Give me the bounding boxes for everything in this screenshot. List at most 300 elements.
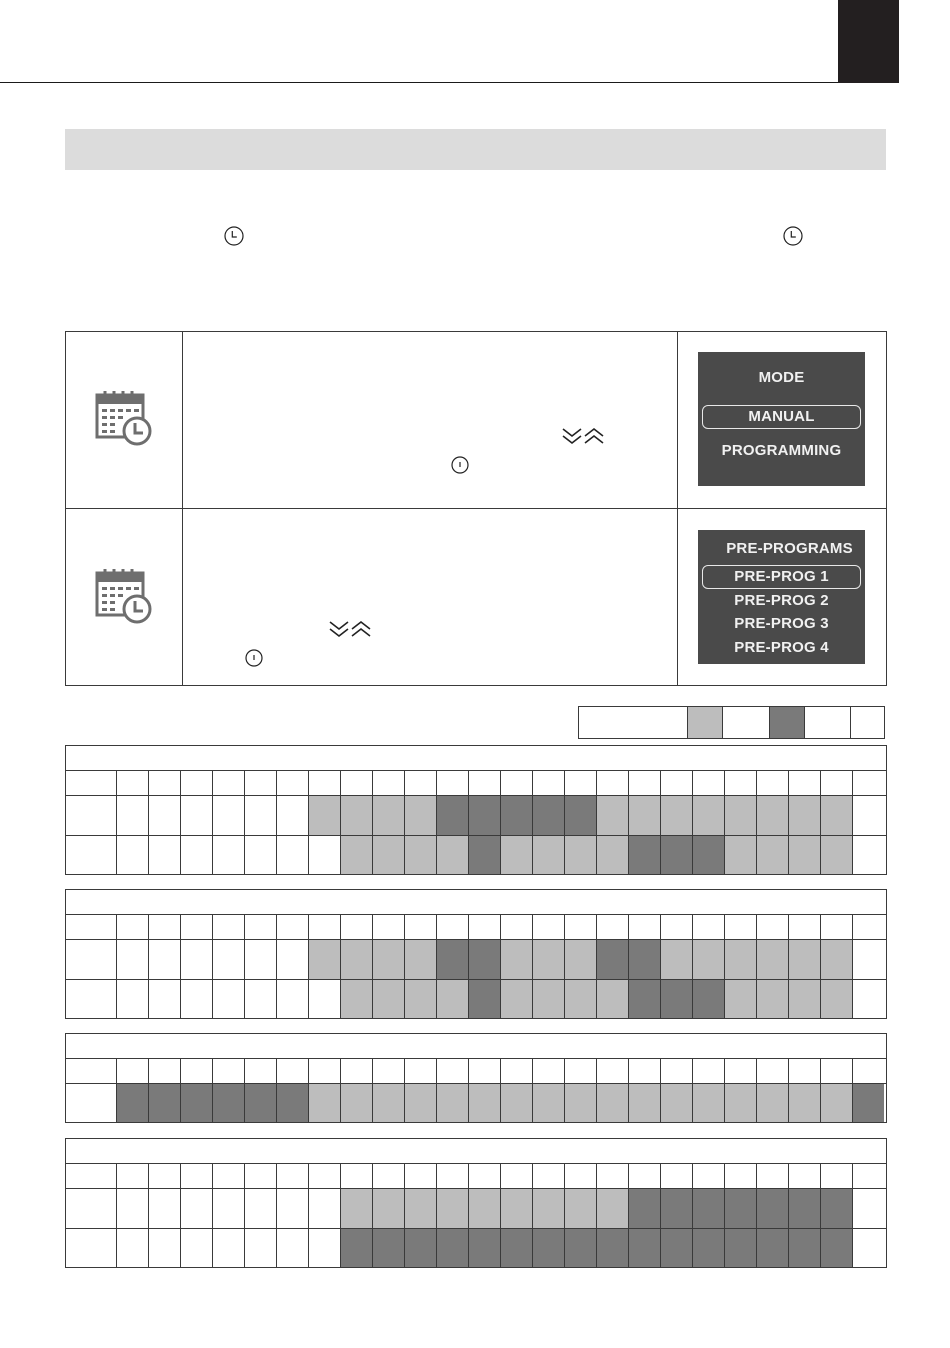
schedule-cell-light bbox=[725, 940, 757, 979]
schedule-cell-empty bbox=[117, 1189, 149, 1228]
hour-header-cell bbox=[437, 771, 469, 795]
schedule-cell-light bbox=[597, 1189, 629, 1228]
schedule-cell-light bbox=[597, 796, 629, 835]
hour-header-cell bbox=[149, 1059, 181, 1083]
schedule-cell-light bbox=[693, 796, 725, 835]
hour-header-cell bbox=[405, 771, 437, 795]
hour-header-cell bbox=[757, 1059, 789, 1083]
schedule-row bbox=[66, 836, 886, 874]
hour-header-cell bbox=[437, 915, 469, 939]
hour-header-cell bbox=[693, 771, 725, 795]
hour-header-cell bbox=[469, 771, 501, 795]
hour-header-cell bbox=[341, 1059, 373, 1083]
hour-header-cell bbox=[373, 771, 405, 795]
hour-header-cell bbox=[149, 915, 181, 939]
schedule-cell-dark bbox=[597, 940, 629, 979]
hour-header-cell bbox=[693, 1059, 725, 1083]
schedule-cell-dark bbox=[501, 1229, 533, 1267]
hour-header-cell bbox=[629, 1059, 661, 1083]
step-text-cell bbox=[183, 509, 678, 686]
schedule-cell-empty bbox=[117, 796, 149, 835]
schedule-grid bbox=[65, 889, 887, 1019]
hour-header-cell bbox=[213, 771, 245, 795]
schedule-cell-light bbox=[597, 1084, 629, 1122]
schedule-cell-light bbox=[789, 836, 821, 874]
hour-header-cell bbox=[277, 771, 309, 795]
schedule-cell-dark bbox=[373, 1229, 405, 1267]
hour-header-cell bbox=[789, 771, 821, 795]
row-label-cell bbox=[66, 1189, 117, 1228]
schedule-cell-light bbox=[373, 940, 405, 979]
schedule-cell-light bbox=[725, 980, 757, 1018]
lcd-mode-option-programming: PROGRAMMING bbox=[721, 442, 842, 459]
schedule-cell-dark bbox=[629, 1189, 661, 1228]
schedule-cell-light bbox=[405, 836, 437, 874]
schedule-cell-dark bbox=[533, 1229, 565, 1267]
schedule-cell-dark bbox=[597, 1229, 629, 1267]
hour-header-cell bbox=[565, 1059, 597, 1083]
steps-table bbox=[65, 331, 887, 686]
schedule-cell-light bbox=[533, 940, 565, 979]
schedule-row bbox=[66, 940, 886, 980]
schedule-cell-light bbox=[501, 940, 533, 979]
schedule-cell-dark bbox=[725, 1229, 757, 1267]
schedule-cell-dark bbox=[661, 980, 693, 1018]
chevron-up-icon bbox=[352, 622, 370, 636]
hour-header-cell bbox=[213, 1059, 245, 1083]
schedule-cell-light bbox=[565, 980, 597, 1018]
calendar-clock-icon bbox=[95, 389, 153, 447]
chevron-up-icon bbox=[585, 429, 603, 443]
schedule-cell-light bbox=[629, 796, 661, 835]
schedule-cell-empty bbox=[213, 796, 245, 835]
hour-header-cell bbox=[725, 771, 757, 795]
hour-header-cell bbox=[661, 1059, 693, 1083]
schedule-cell-dark bbox=[533, 796, 565, 835]
hour-header-cell bbox=[405, 1164, 437, 1188]
schedule-cell-empty bbox=[277, 1189, 309, 1228]
hour-header-cell bbox=[501, 771, 533, 795]
schedule-cell-empty bbox=[853, 836, 884, 874]
hour-header-cell bbox=[373, 1059, 405, 1083]
schedule-cell-empty bbox=[149, 1189, 181, 1228]
schedule-cell-dark bbox=[117, 1084, 149, 1122]
schedule-cell-light bbox=[341, 796, 373, 835]
schedule-cell-light bbox=[437, 1084, 469, 1122]
schedule-cell-light bbox=[373, 836, 405, 874]
hour-header-cell bbox=[501, 1059, 533, 1083]
hour-header-cell bbox=[789, 1164, 821, 1188]
schedule-cell-light bbox=[501, 1189, 533, 1228]
schedule-cell-light bbox=[789, 796, 821, 835]
schedule-cell-dark bbox=[565, 1229, 597, 1267]
hour-header-cell bbox=[629, 1164, 661, 1188]
hour-header-cell bbox=[629, 915, 661, 939]
schedule-cell-empty bbox=[277, 1229, 309, 1267]
hour-header-cell bbox=[181, 771, 213, 795]
schedule-cell-light bbox=[405, 1189, 437, 1228]
schedule-cell-light bbox=[661, 1084, 693, 1122]
schedule-cell-empty bbox=[245, 836, 277, 874]
schedule-cell-empty bbox=[853, 1229, 884, 1267]
row-label-cell bbox=[66, 980, 117, 1018]
hour-header-cell bbox=[181, 1164, 213, 1188]
schedule-cell-light bbox=[565, 1084, 597, 1122]
row-label-cell bbox=[66, 796, 117, 835]
schedule-cell-empty bbox=[213, 980, 245, 1018]
row-label-cell bbox=[66, 1084, 117, 1122]
chevron-down-icon bbox=[561, 426, 605, 446]
lcd-preprog-option-4: PRE-PROG 4 bbox=[734, 639, 829, 656]
schedule-cell-dark bbox=[341, 1229, 373, 1267]
hour-header-cell bbox=[181, 1059, 213, 1083]
schedule-cell-empty bbox=[853, 940, 884, 979]
schedule-cell-dark bbox=[853, 1084, 884, 1122]
schedule-title-row bbox=[66, 890, 886, 915]
schedule-title-row bbox=[66, 1034, 886, 1059]
lcd-preprog-title: PRE-PROGRAMS bbox=[726, 540, 853, 557]
schedule-cell-empty bbox=[245, 980, 277, 1018]
power-icon bbox=[245, 649, 263, 667]
hour-header-cell bbox=[565, 1164, 597, 1188]
row-label-cell bbox=[66, 771, 117, 795]
hour-header-cell bbox=[821, 771, 853, 795]
schedule-cell-light bbox=[501, 836, 533, 874]
legend-label-cell bbox=[850, 707, 884, 738]
legend-label-cell bbox=[722, 707, 769, 738]
schedule-cell-empty bbox=[245, 1189, 277, 1228]
schedule-cell-dark bbox=[437, 796, 469, 835]
schedule-cell-dark bbox=[757, 1189, 789, 1228]
schedule-cell-empty bbox=[149, 796, 181, 835]
schedule-row bbox=[66, 1084, 886, 1122]
schedule-cell-empty bbox=[245, 940, 277, 979]
schedule-cell-light bbox=[757, 940, 789, 979]
schedule-cell-empty bbox=[117, 980, 149, 1018]
schedule-cell-light bbox=[565, 940, 597, 979]
schedule-cell-dark bbox=[693, 1229, 725, 1267]
schedule-cell-light bbox=[565, 1189, 597, 1228]
schedule-cell-light bbox=[405, 796, 437, 835]
schedule-cell-light bbox=[821, 980, 853, 1018]
hour-header-cell bbox=[853, 915, 884, 939]
schedule-cell-light bbox=[533, 1084, 565, 1122]
schedule-cell-light bbox=[597, 980, 629, 1018]
schedule-cell-dark bbox=[757, 1229, 789, 1267]
schedule-cell-empty bbox=[277, 940, 309, 979]
power-icon bbox=[451, 456, 469, 474]
hour-header-cell bbox=[597, 915, 629, 939]
schedule-cell-empty bbox=[117, 836, 149, 874]
hour-header-cell bbox=[213, 915, 245, 939]
schedule-cell-empty bbox=[277, 796, 309, 835]
legend-box bbox=[578, 706, 885, 739]
hour-header-cell bbox=[533, 915, 565, 939]
hour-header-cell bbox=[597, 771, 629, 795]
hour-header-cell bbox=[725, 915, 757, 939]
schedule-cell-dark bbox=[629, 980, 661, 1018]
hour-header-cell bbox=[373, 1164, 405, 1188]
hour-header-cell bbox=[437, 1164, 469, 1188]
hour-header-cell bbox=[757, 915, 789, 939]
schedule-row bbox=[66, 980, 886, 1018]
schedule-cell-light bbox=[437, 836, 469, 874]
schedule-cell-dark bbox=[661, 836, 693, 874]
schedule-cell-light bbox=[533, 836, 565, 874]
row-label-cell bbox=[66, 940, 117, 979]
lcd-mode-option-manual: MANUAL bbox=[748, 408, 815, 425]
legend-swatch-light bbox=[687, 707, 722, 738]
schedule-cell-empty bbox=[181, 796, 213, 835]
schedule-cell-dark bbox=[149, 1084, 181, 1122]
hour-header-cell bbox=[853, 1059, 884, 1083]
schedule-cell-dark bbox=[469, 1229, 501, 1267]
hour-header-cell bbox=[725, 1059, 757, 1083]
hour-header-cell bbox=[149, 771, 181, 795]
hour-header-cell bbox=[757, 771, 789, 795]
row-label-cell bbox=[66, 1229, 117, 1267]
schedule-cell-dark bbox=[469, 980, 501, 1018]
hour-header-cell bbox=[533, 771, 565, 795]
hour-header-cell bbox=[341, 771, 373, 795]
hour-header-cell bbox=[533, 1059, 565, 1083]
row-label-cell bbox=[66, 915, 117, 939]
hour-header-cell bbox=[309, 1059, 341, 1083]
hour-header-cell bbox=[117, 1059, 149, 1083]
schedule-cell-empty bbox=[117, 940, 149, 979]
hour-header-cell bbox=[213, 1164, 245, 1188]
schedule-cell-empty bbox=[853, 1189, 884, 1228]
schedule-cell-empty bbox=[277, 980, 309, 1018]
schedule-cell-empty bbox=[181, 1189, 213, 1228]
hour-header-cell bbox=[661, 771, 693, 795]
schedule-cell-light bbox=[341, 836, 373, 874]
hour-header-cell bbox=[437, 1059, 469, 1083]
schedule-cell-dark bbox=[725, 1189, 757, 1228]
step-row-preprograms bbox=[66, 508, 886, 686]
schedule-cell-empty bbox=[309, 836, 341, 874]
schedule-cell-light bbox=[437, 1189, 469, 1228]
schedule-grid bbox=[65, 1138, 887, 1268]
schedule-row bbox=[66, 796, 886, 836]
schedule-cell-dark bbox=[405, 1229, 437, 1267]
chevron-down-icon bbox=[328, 619, 372, 639]
hour-header-cell bbox=[373, 915, 405, 939]
schedule-cell-light bbox=[821, 796, 853, 835]
schedule-cell-light bbox=[341, 1084, 373, 1122]
hour-header-cell bbox=[501, 1164, 533, 1188]
lcd-preprog-option-3: PRE-PROG 3 bbox=[734, 615, 829, 632]
schedule-cell-dark bbox=[565, 796, 597, 835]
schedule-cell-light bbox=[469, 1084, 501, 1122]
schedule-cell-dark bbox=[693, 980, 725, 1018]
schedule-cell-dark bbox=[693, 836, 725, 874]
schedule-cell-light bbox=[501, 980, 533, 1018]
hour-header-cell bbox=[693, 915, 725, 939]
schedule-cell-light bbox=[821, 1084, 853, 1122]
schedule-cell-light bbox=[405, 940, 437, 979]
schedule-cell-empty bbox=[245, 1229, 277, 1267]
schedule-cell-light bbox=[565, 836, 597, 874]
schedule-cell-light bbox=[373, 796, 405, 835]
schedule-cell-empty bbox=[213, 1189, 245, 1228]
schedule-cell-dark bbox=[437, 1229, 469, 1267]
schedule-title-row bbox=[66, 746, 886, 771]
hour-header-cell bbox=[789, 1059, 821, 1083]
schedule-cell-light bbox=[693, 1084, 725, 1122]
schedule-cell-empty bbox=[853, 796, 884, 835]
hour-header-cell bbox=[533, 1164, 565, 1188]
schedule-cell-light bbox=[309, 1084, 341, 1122]
schedule-cell-empty bbox=[277, 836, 309, 874]
schedule-cell-empty bbox=[309, 980, 341, 1018]
hour-header-cell bbox=[277, 1164, 309, 1188]
schedule-cell-dark bbox=[181, 1084, 213, 1122]
schedule-cell-light bbox=[469, 1189, 501, 1228]
schedule-cell-light bbox=[309, 796, 341, 835]
schedule-cell-empty bbox=[853, 980, 884, 1018]
schedule-cell-light bbox=[309, 940, 341, 979]
schedule-cell-dark bbox=[789, 1229, 821, 1267]
hour-header-cell bbox=[565, 915, 597, 939]
schedule-cell-light bbox=[725, 1084, 757, 1122]
hour-header-cell bbox=[245, 1059, 277, 1083]
hour-header-cell bbox=[821, 1164, 853, 1188]
schedule-cell-dark bbox=[629, 940, 661, 979]
schedule-cell-light bbox=[661, 940, 693, 979]
schedule-cell-empty bbox=[149, 836, 181, 874]
schedule-cell-light bbox=[757, 796, 789, 835]
schedule-cell-light bbox=[821, 940, 853, 979]
hour-header-cell bbox=[277, 915, 309, 939]
step-icon-cell bbox=[66, 509, 183, 686]
schedule-cell-dark bbox=[629, 836, 661, 874]
schedule-cell-light bbox=[597, 836, 629, 874]
step-icon-cell bbox=[66, 332, 183, 508]
hour-header-cell bbox=[181, 915, 213, 939]
hour-header-cell bbox=[501, 915, 533, 939]
schedule-cell-empty bbox=[309, 1229, 341, 1267]
hour-header-row bbox=[66, 1164, 886, 1189]
schedule-row bbox=[66, 1189, 886, 1229]
schedule-grid bbox=[65, 745, 887, 875]
schedule-cell-light bbox=[373, 1084, 405, 1122]
schedule-cell-light bbox=[789, 1084, 821, 1122]
schedule-cell-dark bbox=[469, 836, 501, 874]
step-row-mode bbox=[66, 332, 886, 508]
hour-header-cell bbox=[117, 771, 149, 795]
calendar-clock-icon bbox=[95, 567, 153, 625]
schedule-cell-dark bbox=[501, 796, 533, 835]
schedule-cell-dark bbox=[213, 1084, 245, 1122]
lcd-preprog-option-1: PRE-PROG 1 bbox=[734, 568, 829, 585]
hour-header-cell bbox=[149, 1164, 181, 1188]
row-label-cell bbox=[66, 1164, 117, 1188]
lcd-preprog-option-2: PRE-PROG 2 bbox=[734, 592, 829, 609]
schedule-cell-light bbox=[341, 980, 373, 1018]
hour-header-cell bbox=[245, 771, 277, 795]
hour-header-cell bbox=[597, 1164, 629, 1188]
schedule-cell-dark bbox=[661, 1189, 693, 1228]
schedule-cell-dark bbox=[661, 1229, 693, 1267]
schedule-title-row bbox=[66, 1139, 886, 1164]
hour-header-cell bbox=[661, 915, 693, 939]
hour-header-cell bbox=[469, 1059, 501, 1083]
schedule-cell-empty bbox=[245, 796, 277, 835]
lcd-mode-title: MODE bbox=[758, 369, 805, 386]
hour-header-cell bbox=[277, 1059, 309, 1083]
hour-header-cell bbox=[245, 1164, 277, 1188]
schedule-cell-empty bbox=[149, 980, 181, 1018]
schedule-cell-light bbox=[533, 1189, 565, 1228]
schedule-cell-empty bbox=[181, 940, 213, 979]
lcd-mode-screen bbox=[698, 352, 865, 486]
hour-header-cell bbox=[853, 1164, 884, 1188]
hour-header-cell bbox=[693, 1164, 725, 1188]
schedule-cell-light bbox=[661, 796, 693, 835]
schedule-row bbox=[66, 1229, 886, 1267]
schedule-cell-dark bbox=[245, 1084, 277, 1122]
schedule-cell-light bbox=[405, 1084, 437, 1122]
hour-header-cell bbox=[853, 771, 884, 795]
row-label-cell bbox=[66, 836, 117, 874]
schedule-cell-light bbox=[341, 940, 373, 979]
schedule-cell-dark bbox=[789, 1189, 821, 1228]
hour-header-cell bbox=[341, 915, 373, 939]
schedule-cell-empty bbox=[213, 1229, 245, 1267]
hour-header-cell bbox=[469, 1164, 501, 1188]
hour-header-cell bbox=[309, 1164, 341, 1188]
hour-header-cell bbox=[757, 1164, 789, 1188]
schedule-cell-light bbox=[757, 836, 789, 874]
hour-header-row bbox=[66, 915, 886, 940]
schedule-cell-empty bbox=[149, 1229, 181, 1267]
lcd-preprog-screen bbox=[698, 530, 865, 664]
legend-label-cell bbox=[804, 707, 850, 738]
schedule-cell-dark bbox=[469, 796, 501, 835]
hour-header-cell bbox=[661, 1164, 693, 1188]
hour-header-cell bbox=[405, 1059, 437, 1083]
hour-header-cell bbox=[469, 915, 501, 939]
schedule-cell-empty bbox=[181, 1229, 213, 1267]
schedule-cell-dark bbox=[277, 1084, 309, 1122]
schedule-cell-light bbox=[437, 980, 469, 1018]
schedule-cell-light bbox=[789, 980, 821, 1018]
header-rule bbox=[0, 82, 899, 83]
schedule-cell-light bbox=[629, 1084, 661, 1122]
hour-header-cell bbox=[725, 1164, 757, 1188]
schedule-cell-dark bbox=[437, 940, 469, 979]
hour-header-cell bbox=[309, 915, 341, 939]
hour-header-row bbox=[66, 771, 886, 796]
hour-header-cell bbox=[405, 915, 437, 939]
hour-header-cell bbox=[821, 1059, 853, 1083]
hour-header-cell bbox=[629, 771, 661, 795]
hour-header-cell bbox=[309, 771, 341, 795]
schedule-cell-light bbox=[341, 1189, 373, 1228]
schedule-cell-light bbox=[693, 940, 725, 979]
schedule-cell-light bbox=[533, 980, 565, 1018]
row-label-cell bbox=[66, 1059, 117, 1083]
schedule-cell-light bbox=[725, 836, 757, 874]
schedule-cell-light bbox=[405, 980, 437, 1018]
schedule-cell-light bbox=[725, 796, 757, 835]
schedule-cell-empty bbox=[213, 836, 245, 874]
schedule-cell-light bbox=[757, 980, 789, 1018]
schedule-cell-empty bbox=[149, 940, 181, 979]
schedule-cell-empty bbox=[213, 940, 245, 979]
hour-header-cell bbox=[597, 1059, 629, 1083]
